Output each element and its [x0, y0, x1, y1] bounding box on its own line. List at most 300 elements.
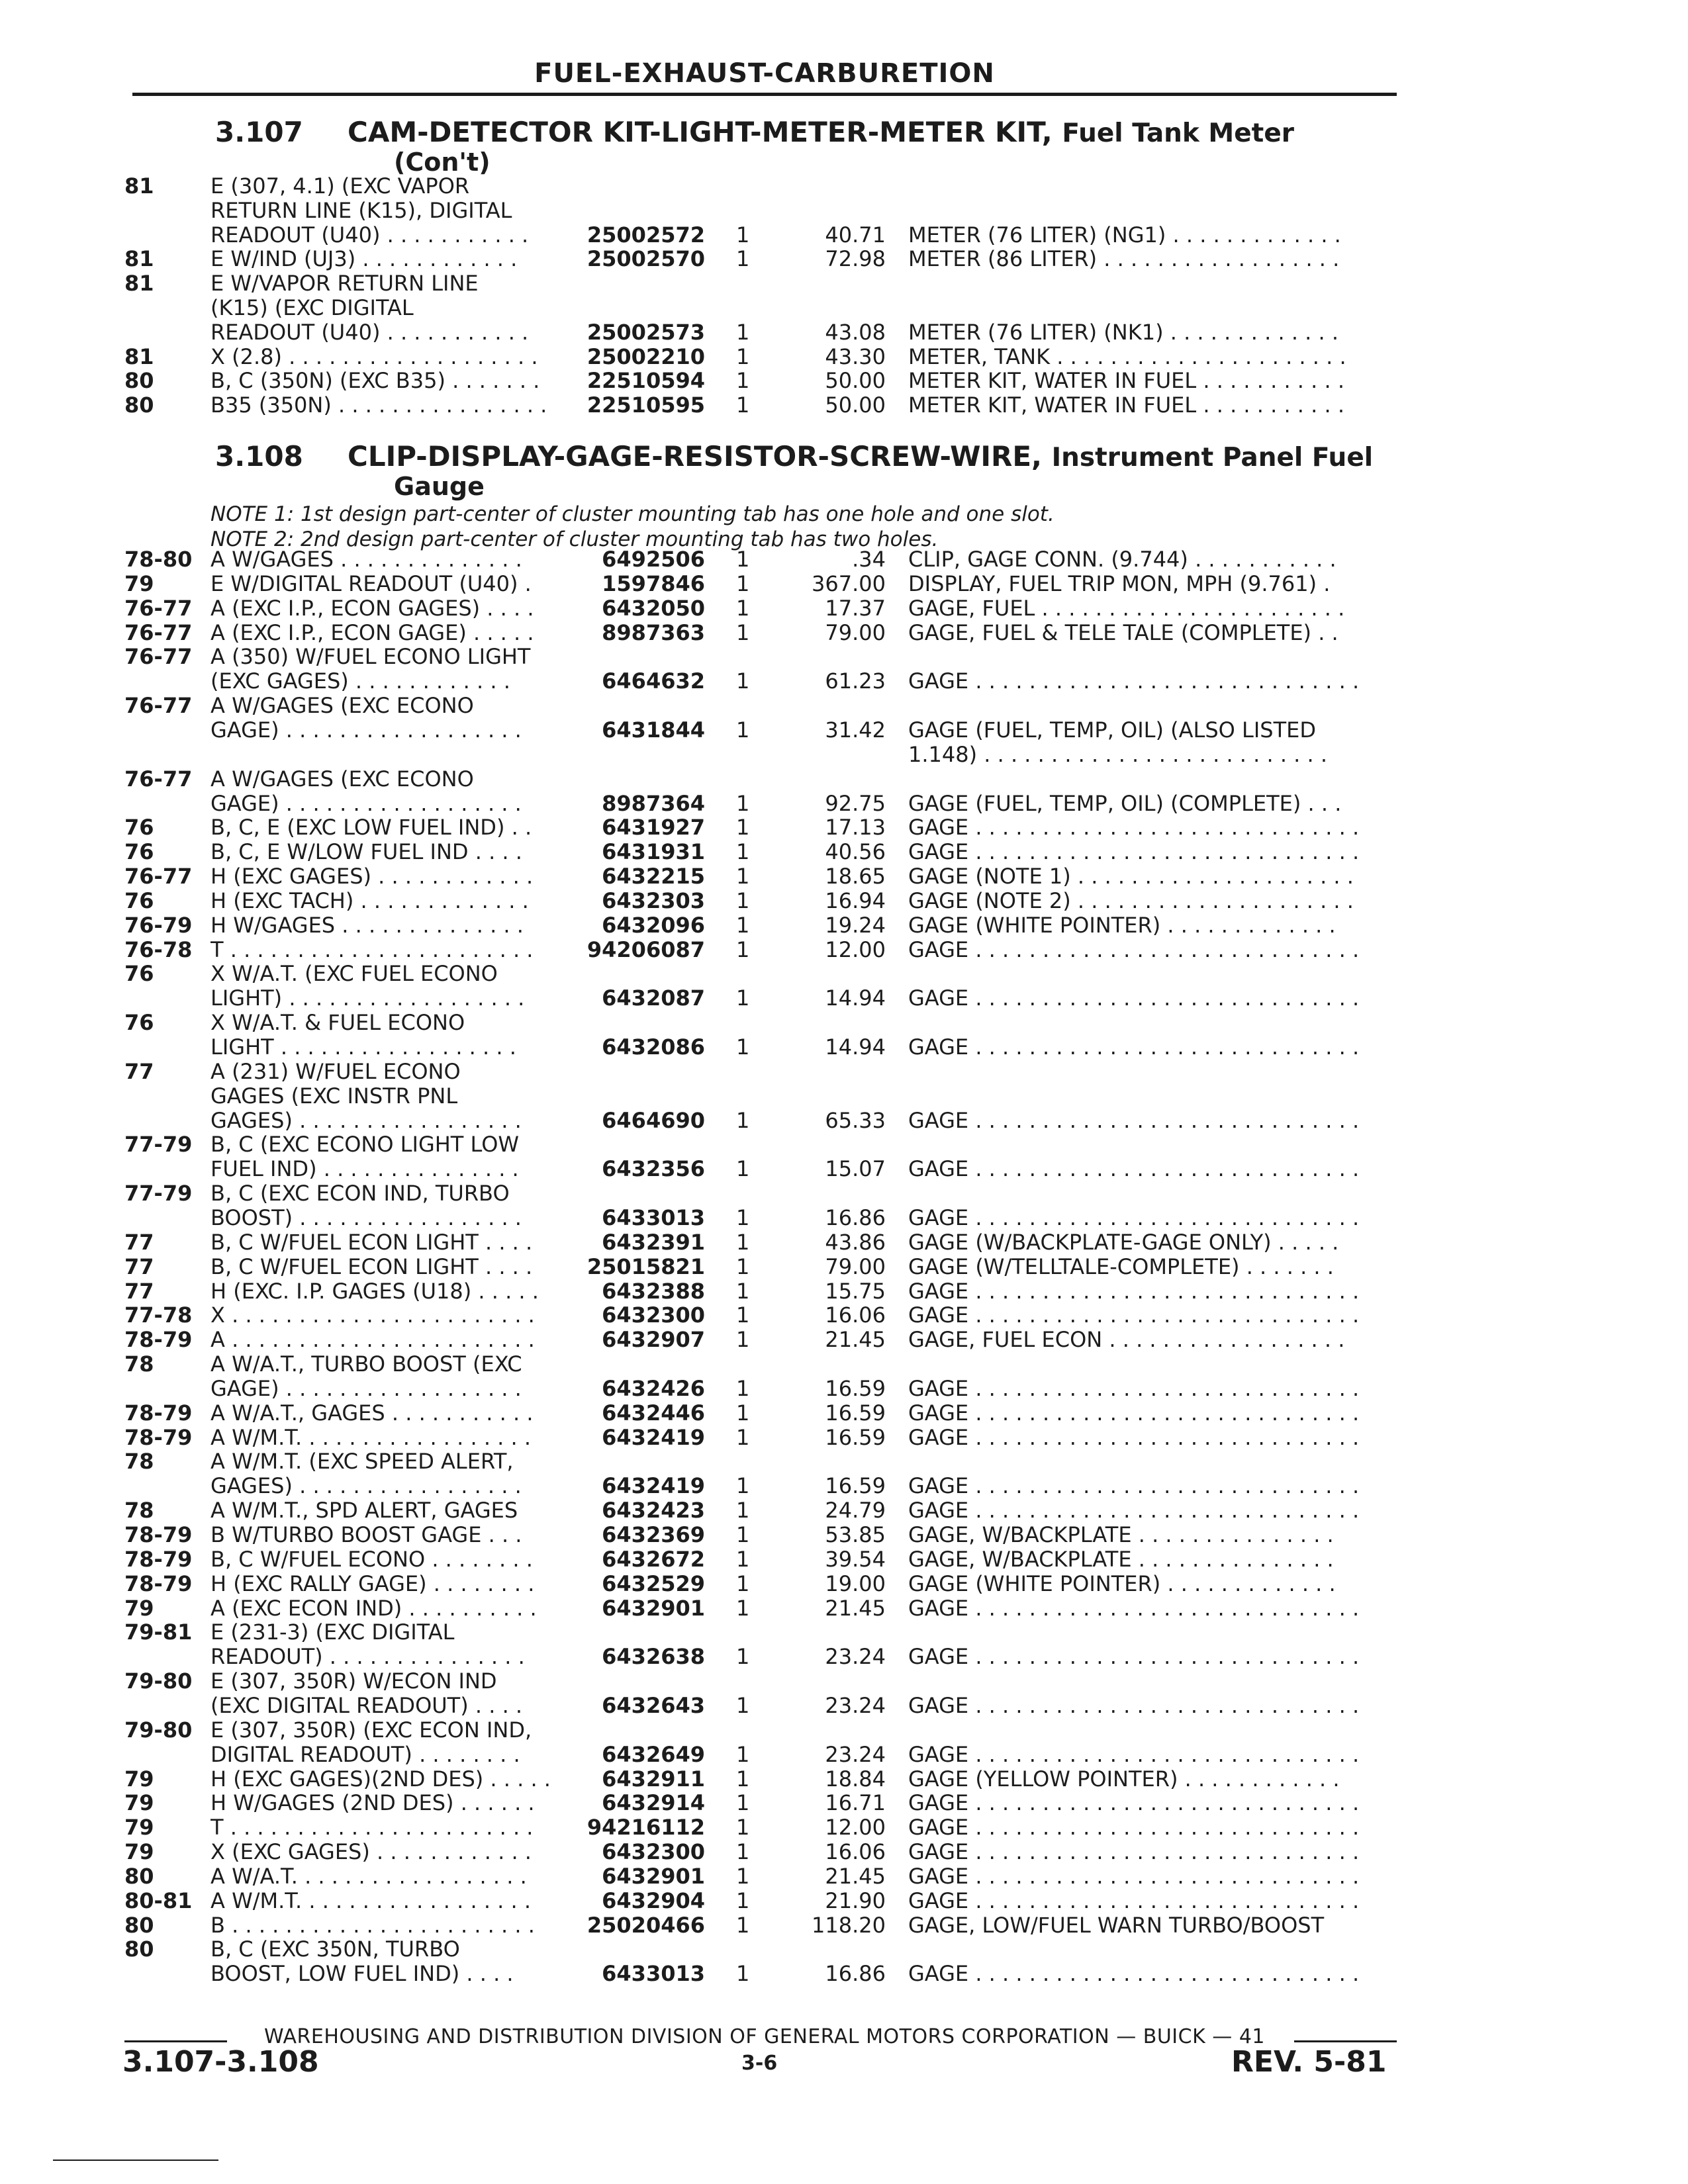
model-description: B, C (EXC ECONO LIGHT LOW — [211, 1132, 520, 1157]
table-row — [0, 1913, 1688, 1938]
part-number: 6431927 — [602, 815, 705, 840]
part-description: GAGE . . . . . . . . . . . . . . . . . . . . . . . . . . . . . — [908, 815, 1360, 840]
model-year: 78-79 — [124, 1327, 193, 1352]
model-description: B, C, E W/LOW FUEL IND . . . . — [211, 839, 522, 864]
part-number: 25020466 — [586, 1913, 705, 1938]
quantity: 1 — [736, 1156, 750, 1181]
part-description: GAGE . . . . . . . . . . . . . . . . . . . . . . . . . . . . . — [908, 1888, 1360, 1913]
quantity: 1 — [736, 1766, 750, 1792]
model-description: H (EXC GAGES) . . . . . . . . . . . . — [211, 864, 534, 889]
part-description: GAGE . . . . . . . . . . . . . . . . . . . . . . . . . . . . . — [908, 1596, 1360, 1621]
part-number: 6432901 — [602, 1864, 705, 1889]
model-description: E (231-3) (EXC DIGITAL — [211, 1619, 455, 1645]
model-description: A W/M.T., SPD ALERT, GAGES — [211, 1498, 518, 1523]
part-number: 94216112 — [586, 1815, 705, 1840]
table-row — [0, 1571, 1688, 1596]
table-row — [0, 1108, 1688, 1133]
part-description: METER (76 LITER) (NG1) . . . . . . . . . . . . . — [908, 222, 1341, 248]
model-description: A W/M.T. . . . . . . . . . . . . . . . . . — [211, 1425, 532, 1450]
model-description: X . . . . . . . . . . . . . . . . . . . . . . . — [211, 1302, 535, 1328]
part-description: GAGE . . . . . . . . . . . . . . . . . . . . . . . . . . . . . — [908, 1425, 1360, 1450]
table-row — [0, 913, 1688, 938]
table-row — [0, 1742, 1688, 1767]
model-year: 78-79 — [124, 1400, 193, 1426]
model-description: A W/A.T., GAGES . . . . . . . . . . . — [211, 1400, 534, 1426]
price: 19.24 — [825, 913, 886, 938]
price: 40.56 — [825, 839, 886, 864]
price: 16.59 — [825, 1400, 886, 1426]
model-description: A W/GAGES (EXC ECONO — [211, 693, 474, 718]
model-description: E (307, 350R) W/ECON IND — [211, 1668, 497, 1694]
table-row — [0, 693, 1688, 718]
model-year: 79 — [124, 1790, 154, 1815]
table-row — [0, 1596, 1688, 1621]
quantity: 1 — [736, 888, 750, 913]
price: 79.00 — [825, 1254, 886, 1279]
note-1: NOTE 1: 1st design part-center of cluster mounting tab has one hole and one slot. — [211, 502, 1055, 526]
quantity: 1 — [736, 913, 750, 938]
model-year: 76-79 — [124, 913, 193, 938]
quantity: 1 — [736, 717, 750, 743]
part-number: 6432638 — [602, 1644, 705, 1669]
price: 79.00 — [825, 620, 886, 645]
price: 16.86 — [825, 1205, 886, 1230]
model-year: 80-81 — [124, 1888, 193, 1913]
part-description: GAGE . . . . . . . . . . . . . . . . . . . . . . . . . . . . . — [908, 1156, 1360, 1181]
price: 31.42 — [825, 717, 886, 743]
part-number: 1597846 — [602, 571, 705, 596]
table-row — [0, 839, 1688, 864]
table-row — [0, 246, 1688, 271]
model-description: A W/A.T., TURBO BOOST (EXC — [211, 1351, 522, 1377]
part-number: 6431931 — [602, 839, 705, 864]
quantity: 1 — [736, 1034, 750, 1060]
part-number: 6492506 — [602, 547, 705, 572]
part-description: GAGE . . . . . . . . . . . . . . . . . . . . . . . . . . . . . — [908, 1498, 1360, 1523]
model-description: B, C W/FUEL ECON LIGHT . . . . — [211, 1230, 533, 1255]
model-description: E W/VAPOR RETURN LINE — [211, 271, 479, 296]
table-row — [0, 173, 1688, 199]
part-description: GAGE, FUEL . . . . . . . . . . . . . . . . . . . . . . . — [908, 596, 1345, 621]
price: 18.84 — [825, 1766, 886, 1792]
model-description: DIGITAL READOUT) . . . . . . . . — [211, 1742, 520, 1767]
model-description: A (EXC I.P., ECON GAGES) . . . . — [211, 596, 534, 621]
model-description: B35 (350N) . . . . . . . . . . . . . . . . — [211, 392, 547, 418]
model-description: T . . . . . . . . . . . . . . . . . . . . . . . — [211, 1815, 534, 1840]
part-number: 6432215 — [602, 864, 705, 889]
part-description: GAGE . . . . . . . . . . . . . . . . . . . . . . . . . . . . . — [908, 1302, 1360, 1328]
part-number: 22510594 — [586, 368, 705, 393]
quantity: 1 — [736, 815, 750, 840]
section-3107-number: 3.107 — [215, 116, 303, 148]
model-description: GAGE) . . . . . . . . . . . . . . . . . . — [211, 1376, 522, 1401]
model-year: 79-81 — [124, 1619, 193, 1645]
quantity: 1 — [736, 368, 750, 393]
model-year: 78-80 — [124, 547, 193, 572]
table-row — [0, 547, 1688, 572]
table-row — [0, 1010, 1688, 1035]
model-description: B, C (EXC ECON IND, TURBO — [211, 1181, 510, 1206]
price: 23.24 — [825, 1742, 886, 1767]
quantity: 1 — [736, 1279, 750, 1304]
part-description: GAGE, FUEL & TELE TALE (COMPLETE) . . — [908, 620, 1338, 645]
model-description: X W/A.T. (EXC FUEL ECONO — [211, 961, 498, 986]
model-year: 77-79 — [124, 1181, 193, 1206]
model-year: 80 — [124, 368, 154, 393]
part-description: GAGE (WHITE POINTER) . . . . . . . . . . . . . — [908, 1571, 1336, 1596]
model-year: 81 — [124, 271, 154, 296]
quantity: 1 — [736, 596, 750, 621]
part-description: GAGE (WHITE POINTER) . . . . . . . . . . . . . — [908, 913, 1336, 938]
price: 21.45 — [825, 1864, 886, 1889]
part-number: 8987364 — [602, 791, 705, 816]
part-number: 6431844 — [602, 717, 705, 743]
section-3107-title — [348, 116, 1294, 148]
footer-revision: REV. 5-81 — [1231, 2045, 1387, 2079]
price: 21.45 — [825, 1596, 886, 1621]
quantity: 1 — [736, 1547, 750, 1572]
part-description: GAGE . . . . . . . . . . . . . . . . . . . . . . . . . . . . . — [908, 937, 1360, 962]
quantity: 1 — [736, 1888, 750, 1913]
price: 39.54 — [825, 1547, 886, 1572]
price: 14.94 — [825, 1034, 886, 1060]
model-year: 81 — [124, 173, 154, 199]
table-row — [0, 1498, 1688, 1523]
part-number: 6432446 — [602, 1400, 705, 1426]
quantity: 1 — [736, 1522, 750, 1547]
section-3108-title-main: CLIP-DISPLAY-GAGE-RESISTOR-SCREW-WIRE, — [348, 440, 1043, 473]
model-year: 78 — [124, 1498, 154, 1523]
part-number: 25002570 — [586, 246, 705, 271]
model-description: A (EXC ECON IND) . . . . . . . . . . — [211, 1596, 537, 1621]
part-number: 6432649 — [602, 1742, 705, 1767]
part-description: GAGE . . . . . . . . . . . . . . . . . . . . . . . . . . . . . — [908, 668, 1360, 694]
model-year: 76-77 — [124, 596, 193, 621]
model-description: GAGE) . . . . . . . . . . . . . . . . . . — [211, 791, 522, 816]
price: 43.30 — [825, 344, 886, 369]
model-year: 76-77 — [124, 693, 193, 718]
quantity: 1 — [736, 1571, 750, 1596]
quantity: 1 — [736, 1498, 750, 1523]
table-row — [0, 1327, 1688, 1352]
price: 23.24 — [825, 1644, 886, 1669]
quantity: 1 — [736, 937, 750, 962]
section-3107-title-main: CAM-DETECTOR KIT-LIGHT-METER-METER KIT, — [348, 116, 1053, 148]
price: 15.07 — [825, 1156, 886, 1181]
model-description: A W/GAGES (EXC ECONO — [211, 766, 474, 792]
part-number: 6432426 — [602, 1376, 705, 1401]
table-row — [0, 392, 1688, 418]
model-year: 77 — [124, 1254, 154, 1279]
part-number: 6432911 — [602, 1766, 705, 1792]
model-description: A W/GAGES . . . . . . . . . . . . . . — [211, 547, 522, 572]
table-row — [0, 368, 1688, 393]
part-description: METER KIT, WATER IN FUEL . . . . . . . . . . . — [908, 368, 1344, 393]
part-description: GAGE (W/BACKPLATE-GAGE ONLY) . . . . . — [908, 1230, 1339, 1255]
model-year: 76 — [124, 815, 154, 840]
section-3108-notes — [211, 502, 1055, 552]
quantity: 1 — [736, 1302, 750, 1328]
section-3108-title — [348, 440, 1373, 473]
table-row — [0, 1839, 1688, 1864]
model-year: 79-80 — [124, 1668, 193, 1694]
part-number: 8987363 — [602, 620, 705, 645]
model-year: 78-79 — [124, 1522, 193, 1547]
section-3108-continued: Gauge — [394, 472, 485, 501]
part-number: 6432388 — [602, 1279, 705, 1304]
part-description: 1.148) . . . . . . . . . . . . . . . . . . . . . . . . . . — [908, 742, 1328, 767]
price: 43.08 — [825, 320, 886, 345]
quantity: 1 — [736, 222, 750, 248]
section-3107-title-suffix: Fuel Tank Meter — [1062, 118, 1295, 148]
price: 16.06 — [825, 1302, 886, 1328]
quantity: 1 — [736, 1473, 750, 1498]
table-row — [0, 766, 1688, 792]
model-description: BOOST, LOW FUEL IND) . . . . — [211, 1961, 514, 1986]
model-description: A W/M.T. (EXC SPEED ALERT, — [211, 1449, 514, 1474]
table-row — [0, 791, 1688, 816]
price: 118.20 — [812, 1913, 886, 1938]
section-3108-number: 3.108 — [215, 440, 303, 473]
model-year: 80 — [124, 1936, 154, 1962]
quantity: 1 — [736, 1742, 750, 1767]
table-row — [0, 344, 1688, 369]
table-row — [0, 985, 1688, 1011]
model-year: 81 — [124, 246, 154, 271]
price: .34 — [852, 547, 886, 572]
part-number: 25002210 — [586, 344, 705, 369]
price: 40.71 — [825, 222, 886, 248]
quantity: 1 — [736, 1425, 750, 1450]
table-row — [0, 888, 1688, 913]
model-year: 79 — [124, 1839, 154, 1864]
quantity: 1 — [736, 839, 750, 864]
price: 16.59 — [825, 1425, 886, 1450]
model-year: 76 — [124, 961, 154, 986]
part-description: GAGE . . . . . . . . . . . . . . . . . . . . . . . . . . . . . — [908, 1815, 1360, 1840]
table-row — [0, 961, 1688, 986]
model-description: E W/IND (UJ3) . . . . . . . . . . . . — [211, 246, 518, 271]
part-number: 25002573 — [586, 320, 705, 345]
table-row — [0, 1766, 1688, 1792]
quantity: 1 — [736, 1376, 750, 1401]
model-description: B W/TURBO BOOST GAGE . . . — [211, 1522, 522, 1547]
quantity: 1 — [736, 1815, 750, 1840]
table-row — [0, 1376, 1688, 1401]
price: 50.00 — [825, 368, 886, 393]
part-number: 6432303 — [602, 888, 705, 913]
table-row — [0, 1473, 1688, 1498]
quantity: 1 — [736, 1254, 750, 1279]
model-year: 80 — [124, 392, 154, 418]
table-row — [0, 815, 1688, 840]
price: 53.85 — [825, 1522, 886, 1547]
part-description: GAGE (YELLOW POINTER) . . . . . . . . . . . . — [908, 1766, 1340, 1792]
model-description: LIGHT) . . . . . . . . . . . . . . . . . . — [211, 985, 525, 1011]
part-description: GAGE . . . . . . . . . . . . . . . . . . . . . . . . . . . . . — [908, 1034, 1360, 1060]
part-description: DISPLAY, FUEL TRIP MON, MPH (9.761) . — [908, 571, 1331, 596]
table-row — [0, 198, 1688, 223]
table-row — [0, 295, 1688, 320]
price: 17.37 — [825, 596, 886, 621]
model-description: GAGES) . . . . . . . . . . . . . . . . . — [211, 1108, 522, 1133]
price: 12.00 — [825, 937, 886, 962]
part-description: GAGE (W/TELLTALE-COMPLETE) . . . . . . . — [908, 1254, 1334, 1279]
model-description: E W/DIGITAL READOUT (U40) . — [211, 571, 532, 596]
model-description: A . . . . . . . . . . . . . . . . . . . . . . . — [211, 1327, 535, 1352]
part-description: GAGE . . . . . . . . . . . . . . . . . . . . . . . . . . . . . — [908, 1961, 1360, 1986]
part-description: CLIP, GAGE CONN. (9.744) . . . . . . . . . . . — [908, 547, 1336, 572]
part-number: 6432300 — [602, 1302, 705, 1328]
model-description: READOUT (U40) . . . . . . . . . . . — [211, 320, 529, 345]
part-description: GAGE (NOTE 1) . . . . . . . . . . . . . . . . . . . . . — [908, 864, 1354, 889]
table-row — [0, 620, 1688, 645]
model-year: 79-80 — [124, 1717, 193, 1743]
table-row — [0, 1522, 1688, 1547]
table-row — [0, 742, 1688, 767]
part-number: 6432904 — [602, 1888, 705, 1913]
price: 17.13 — [825, 815, 886, 840]
quantity: 1 — [736, 1864, 750, 1889]
price: 92.75 — [825, 791, 886, 816]
quantity: 1 — [736, 246, 750, 271]
table-row — [0, 1400, 1688, 1426]
model-year: 79 — [124, 1815, 154, 1840]
model-description: GAGES) . . . . . . . . . . . . . . . . . — [211, 1473, 522, 1498]
part-description: GAGE, LOW/FUEL WARN TURBO/BOOST — [908, 1913, 1325, 1938]
table-row — [0, 271, 1688, 296]
model-description: READOUT (U40) . . . . . . . . . . . — [211, 222, 529, 248]
part-number: 6432423 — [602, 1498, 705, 1523]
part-number: 22510595 — [586, 392, 705, 418]
part-number: 6432087 — [602, 985, 705, 1011]
part-description: METER KIT, WATER IN FUEL . . . . . . . . . . . — [908, 392, 1344, 418]
part-description: GAGE, W/BACKPLATE . . . . . . . . . . . . . . . — [908, 1522, 1334, 1547]
part-description: METER (76 LITER) (NK1) . . . . . . . . . . . . . — [908, 320, 1339, 345]
table-row — [0, 1279, 1688, 1304]
table-row — [0, 1547, 1688, 1572]
model-year: 76-77 — [124, 864, 193, 889]
model-description: B . . . . . . . . . . . . . . . . . . . . . . . — [211, 1913, 535, 1938]
model-year: 78-79 — [124, 1571, 193, 1596]
price: 16.59 — [825, 1473, 886, 1498]
note-2: NOTE 2: 2nd design part-center of cluster mounting tab has two holes. — [211, 527, 939, 551]
part-description: METER (86 LITER) . . . . . . . . . . . . . . . . . . — [908, 246, 1340, 271]
table-row — [0, 1205, 1688, 1230]
model-description: H (EXC GAGES)(2ND DES) . . . . . — [211, 1766, 551, 1792]
part-description: GAGE . . . . . . . . . . . . . . . . . . . . . . . . . . . . . — [908, 1790, 1360, 1815]
section-3107-continued: (Con't) — [394, 148, 491, 177]
quantity: 1 — [736, 1327, 750, 1352]
price: 65.33 — [825, 1108, 886, 1133]
price: 19.00 — [825, 1571, 886, 1596]
model-year: 80 — [124, 1864, 154, 1889]
model-description: B, C W/FUEL ECON LIGHT . . . . — [211, 1254, 533, 1279]
table-row — [0, 1790, 1688, 1815]
part-description: GAGE (FUEL, TEMP, OIL) (COMPLETE) . . . — [908, 791, 1342, 816]
price: 72.98 — [825, 246, 886, 271]
bottom-edge-rule — [53, 2160, 218, 2161]
page-header-title: FUEL-EXHAUST-CARBURETION — [534, 58, 995, 89]
model-description: B, C, E (EXC LOW FUEL IND) . . — [211, 815, 532, 840]
price: 367.00 — [812, 571, 886, 596]
part-number: 6432419 — [602, 1473, 705, 1498]
model-description: A (EXC I.P., ECON GAGE) . . . . . — [211, 620, 534, 645]
quantity: 1 — [736, 668, 750, 694]
quantity: 1 — [736, 620, 750, 645]
price: 18.65 — [825, 864, 886, 889]
price: 12.00 — [825, 1815, 886, 1840]
part-number: 6432901 — [602, 1596, 705, 1621]
part-description: GAGE . . . . . . . . . . . . . . . . . . . . . . . . . . . . . — [908, 1279, 1360, 1304]
quantity: 1 — [736, 1400, 750, 1426]
part-number: 6432300 — [602, 1839, 705, 1864]
model-description: E (307, 350R) (EXC ECON IND, — [211, 1717, 532, 1743]
price: 23.24 — [825, 1693, 886, 1718]
model-year: 76 — [124, 839, 154, 864]
part-description: GAGE . . . . . . . . . . . . . . . . . . . . . . . . . . . . . — [908, 1376, 1360, 1401]
table-row — [0, 1936, 1688, 1962]
model-year: 77 — [124, 1279, 154, 1304]
table-row — [0, 1815, 1688, 1840]
quantity: 1 — [736, 320, 750, 345]
footer-division: WAREHOUSING AND DISTRIBUTION DIVISION OF GENERAL MOTORS CORPORATION — BUICK — 41 — [263, 2025, 1266, 2048]
part-number: 6433013 — [602, 1961, 705, 1986]
price: 16.71 — [825, 1790, 886, 1815]
part-number: 6432356 — [602, 1156, 705, 1181]
model-year: 76-77 — [124, 644, 193, 669]
quantity: 1 — [736, 864, 750, 889]
model-description: (EXC GAGES) . . . . . . . . . . . . — [211, 668, 510, 694]
model-description: H (EXC. I.P. GAGES (U18) . . . . . — [211, 1279, 539, 1304]
price: 15.75 — [825, 1279, 886, 1304]
quantity: 1 — [736, 1644, 750, 1669]
part-description: GAGE . . . . . . . . . . . . . . . . . . . . . . . . . . . . . — [908, 1839, 1360, 1864]
part-description: GAGE (NOTE 2) . . . . . . . . . . . . . . . . . . . . . — [908, 888, 1354, 913]
quantity: 1 — [736, 344, 750, 369]
price: 16.86 — [825, 1961, 886, 1986]
quantity: 1 — [736, 1693, 750, 1718]
model-year: 77 — [124, 1059, 154, 1084]
table-row — [0, 1717, 1688, 1743]
price: 16.94 — [825, 888, 886, 913]
part-number: 6433013 — [602, 1205, 705, 1230]
model-year: 76-78 — [124, 937, 193, 962]
model-description: (K15) (EXC DIGITAL — [211, 295, 414, 320]
model-description: E (307, 4.1) (EXC VAPOR — [211, 173, 470, 199]
table-row — [0, 596, 1688, 621]
model-year: 80 — [124, 1913, 154, 1938]
table-row — [0, 1449, 1688, 1474]
table-row — [0, 1351, 1688, 1377]
model-year: 76-77 — [124, 766, 193, 792]
table-row — [0, 937, 1688, 962]
footer-page-number: 3-6 — [741, 2052, 778, 2075]
model-description: RETURN LINE (K15), DIGITAL — [211, 198, 512, 223]
part-description: GAGE . . . . . . . . . . . . . . . . . . . . . . . . . . . . . — [908, 1400, 1360, 1426]
part-number: 6432643 — [602, 1693, 705, 1718]
table-row — [0, 717, 1688, 743]
model-year: 77-79 — [124, 1132, 193, 1157]
quantity: 1 — [736, 985, 750, 1011]
model-description: A W/M.T. . . . . . . . . . . . . . . . . . — [211, 1888, 532, 1913]
table-row — [0, 1034, 1688, 1060]
part-number: 6432086 — [602, 1034, 705, 1060]
part-description: METER, TANK . . . . . . . . . . . . . . . . . . . . . . — [908, 344, 1346, 369]
part-number: 25002572 — [586, 222, 705, 248]
table-row — [0, 668, 1688, 694]
part-number: 6432529 — [602, 1571, 705, 1596]
